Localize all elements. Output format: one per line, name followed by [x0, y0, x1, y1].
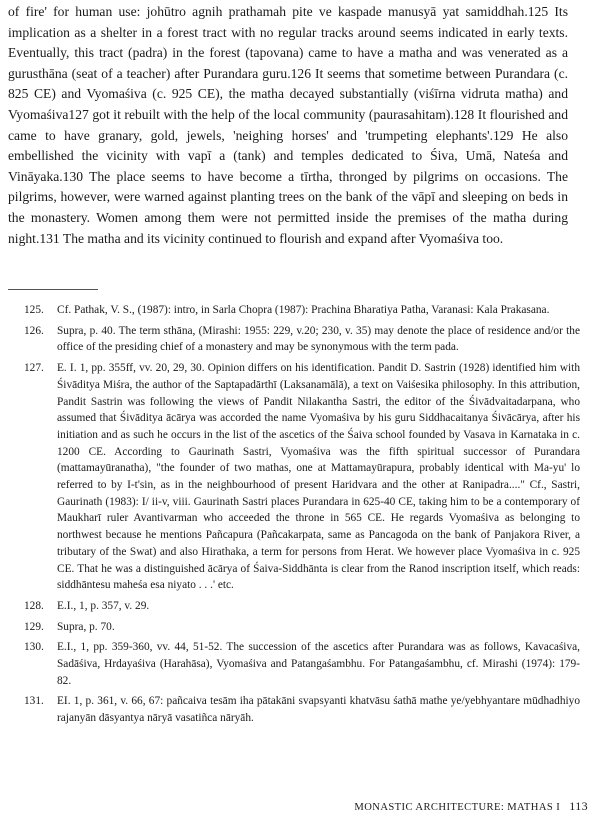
- footnote-separator: [8, 289, 98, 290]
- body-paragraph: of fire' for human use: johūtro agnih prathamah pite ve kaspade manusyā yat samiddhah.125 Its implication as a shelter in a forest tract with no regular tracks around seems indicated in early texts. Eventually, this tract (padra) in the forest (tapovana) came to have a matha and was venerated as a gurusthāna (seat of a teacher) after Purandara guru.126 It seems that sometime between Purandara (c. 825 CE) and Vyomaśiva (c. 925 CE), the matha decayed substantially (viśīrna vidruta matha) and Vyomaśiva127 got it rebuilt with the help of the local community (paurasahitam).128 It flourished and came to have granary, gold, jewels, 'neighing horses' and 'trumpeting elephants'.129 He also embellished the vicinity with vapī a (tank) and temples dedicated to Śiva, Umā, Nateśa and Vināyaka.130 The place seems to have become a tīrtha, thronged by pilgrims on occasions. The pilgrims, however, were warned against planting trees on the bank of the vāpī and sleeping on beds in the monastery. Women among them were not permitted inside the premises of the matha during night.131 The matha and its vicinity continued to flourish and expand after Vyomaśiva too.: [8, 4, 568, 246]
- footnote-number: 125.: [24, 304, 44, 316]
- footnote-number: 129.: [24, 620, 44, 633]
- footnote-number: 127.: [24, 362, 44, 375]
- footnote-number: 130.: [24, 641, 44, 654]
- footnote-130: [0, 639, 580, 689]
- footnote-text: Supra, p. 40. The term sthāna, (Mirashi: 1955: 229, v.20; 230, v. 35) may denote the place of residence and/or the office of the presiding chief of a monastery and may be synonymous with the term pada.: [57, 324, 580, 354]
- footnote-number: 126.: [24, 324, 44, 337]
- footnote-127: [0, 360, 580, 594]
- page-number: 113: [569, 799, 588, 813]
- footnote-text: E. I. 1, pp. 355ff, vv. 20, 29, 30. Opinion differs on his identification. Pandit D. Sastrin (1928) identified him with Śivāditya Miśra, the author of the Saptapadārthī (Laksanamālā), a text on Vaiśesika philosophy. In this attribution, Pandit Sastrin was following the views of Pandit Nilakantha Sastri, the editor of the Śivādvaitadarpana, who assumed that Śivāditya ācārya was accorded the name Vyomaśiva by his guru Siddhacaitanya Śivācārya, after his initiation and as such he occurs in the list of the ascetics of the Śaiva school founded by Vasava in Karnataka in c. 1200 CE. According to Gaurinath Sastri, Vyomaśiva was the fifth spiritual successor of Purandara (mattamayūranatha), "the founder of two mathas, one at Mattamayūrapura, probably identical with Ma-yu' lo referred to by I-t'sin, as in the neighbourhood of present Haridvara and the other at Ranipadra...." Cf., Sastri, Gaurinath (1983): I/ ii-v, viii. Gaurinath Sastri places Purandara in 625-40 CE, taking him to be a contemporary of Maukharī ruler Avantivarman who acceeded the throne in 565 CE. He regards Vyomaśiva as belonging to northwest because he mentions Pañcapura (Pañcakarpata, same as Pancagoda on the bank of Panjakora River, a tributary of the Swat) and also Hirathaka, a term for persons from Herat. We however place Vyomaśiva in c. 925 CE. That he was a distinguished ācārya of Śaiva-Siddhānta is clear from the Ranod inscription itself, which reads: siddhāntesu maheśa esa niyato . . .' etc.: [57, 362, 580, 592]
- footnote-number: 128.: [24, 599, 44, 612]
- footnote-text: EI. 1, p. 361, v. 66, 67: pañcaiva tesām iha pātakāni svapsyanti khatvāsu śathā mathe ye/yebhyantare mūdhadhiyo rajanyān dāsyantya nāryā vasatiñca nāryāh.: [57, 695, 580, 725]
- footnote-number: 131.: [24, 695, 44, 708]
- running-footer: [354, 799, 588, 814]
- footnote-128: [0, 598, 580, 615]
- footnote-text: E.I., 1, p. 357, v. 29.: [57, 599, 150, 612]
- footnote-text: E.I., 1, pp. 359-360, vv. 44, 51-52. The succession of the ascetics after Purandara was as follows, Kavacaśiva, Sadāśiva, Hrdayaśiva (Harahāsa), Vyomaśiva and Patangaśambhu. For Patangaśambhu, cf. Mirashi (1974): 179-82.: [57, 641, 580, 687]
- footnote-131: [0, 693, 580, 726]
- footnote-text: Supra, p. 70.: [57, 620, 115, 633]
- footnote-125: [0, 302, 580, 319]
- footnote-129: [0, 619, 580, 636]
- footnote-126: [0, 323, 580, 356]
- running-title: MONASTIC ARCHITECTURE: MATHAS I: [354, 802, 561, 813]
- footnotes-list: [0, 302, 580, 731]
- footnote-text: Cf. Pathak, V. S., (1987): intro, in Sarla Chopra (1987): Prachina Bharatiya Patha, Varanasi: Kala Prakasana.: [57, 304, 550, 316]
